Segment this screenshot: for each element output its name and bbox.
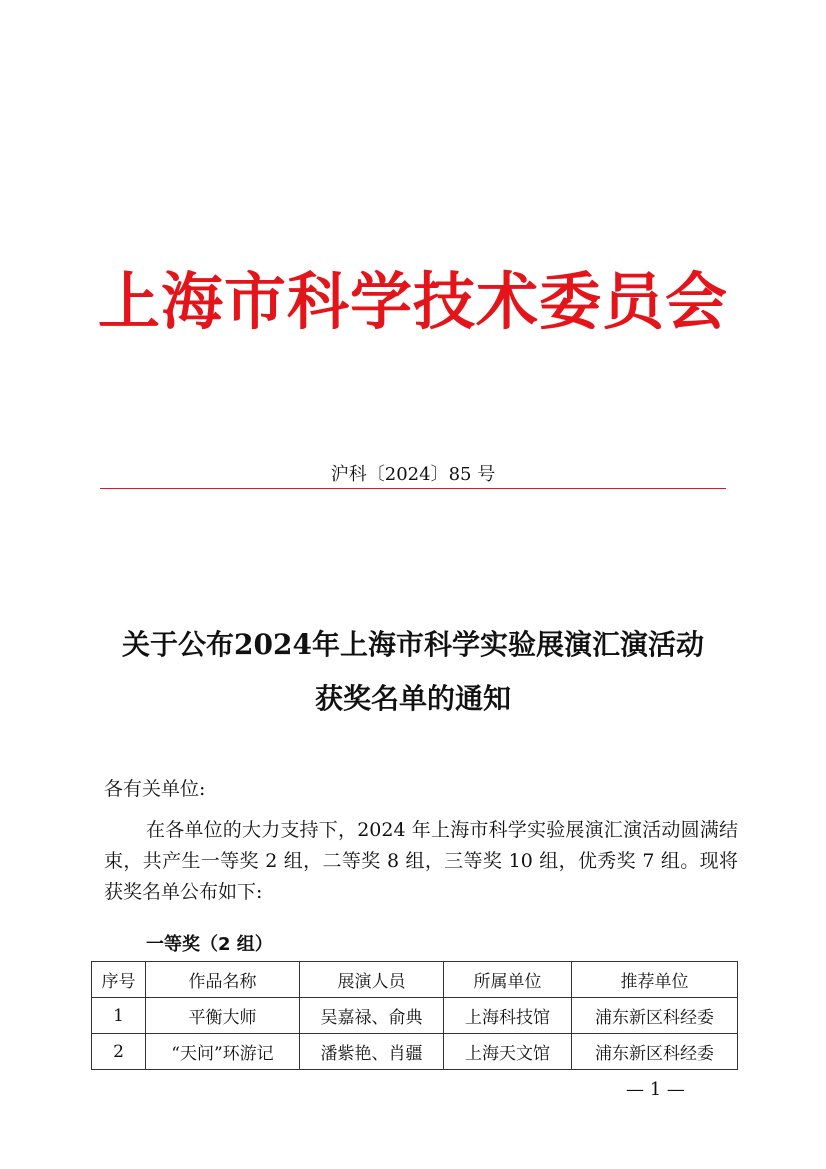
cell-recommender: 浦东新区科经委: [572, 998, 738, 1034]
notice-title-line-2: 获奖名单的通知: [314, 682, 511, 715]
header-affiliation: 所属单位: [444, 962, 572, 998]
table-row: [92, 998, 738, 1034]
cell-performers: 吴嘉禄、俞典: [300, 998, 444, 1034]
table-row: [92, 1034, 738, 1070]
cell-performers: 潘紫艳、肖疆: [300, 1034, 444, 1070]
cell-recommender: 浦东新区科经委: [572, 1034, 738, 1070]
letterhead-org-name: 上海市科学技术委员会: [97, 265, 728, 338]
header-work-name: 作品名称: [146, 962, 300, 998]
body-paragraph: 在各单位的大力支持下，2024 年上海市科学实验展演汇演活动圆满结束，共产生一等奖 2 组，二等奖 8 组，三等奖 10 组，优秀奖 7 组。现将获奖名单公布如下:: [104, 819, 738, 903]
cell-work-name: 平衡大师: [146, 998, 300, 1034]
document-number: 沪科〔2024〕85 号: [330, 464, 496, 485]
addressee: 各有关单位:: [104, 778, 206, 800]
notice-title: [0, 618, 826, 726]
header-performers: 展演人员: [300, 962, 444, 998]
cell-index: 2: [92, 1034, 146, 1070]
header-index: 序号: [92, 962, 146, 998]
notice-title-line-1: 关于公布2024年上海市科学实验展演汇演活动: [122, 628, 704, 661]
table-header-row: [92, 962, 738, 998]
header-recommender: 推荐单位: [572, 962, 738, 998]
cell-index: 1: [92, 998, 146, 1034]
cell-affiliation: 上海科技馆: [444, 998, 572, 1034]
section-title-first-prize: 一等奖（2 组）: [146, 934, 273, 955]
page-number: — 1 —: [626, 1079, 685, 1100]
cell-work-name: “天问”环游记: [146, 1034, 300, 1070]
awards-table: [91, 961, 738, 1070]
cell-affiliation: 上海天文馆: [444, 1034, 572, 1070]
letterhead-divider: [100, 488, 726, 489]
